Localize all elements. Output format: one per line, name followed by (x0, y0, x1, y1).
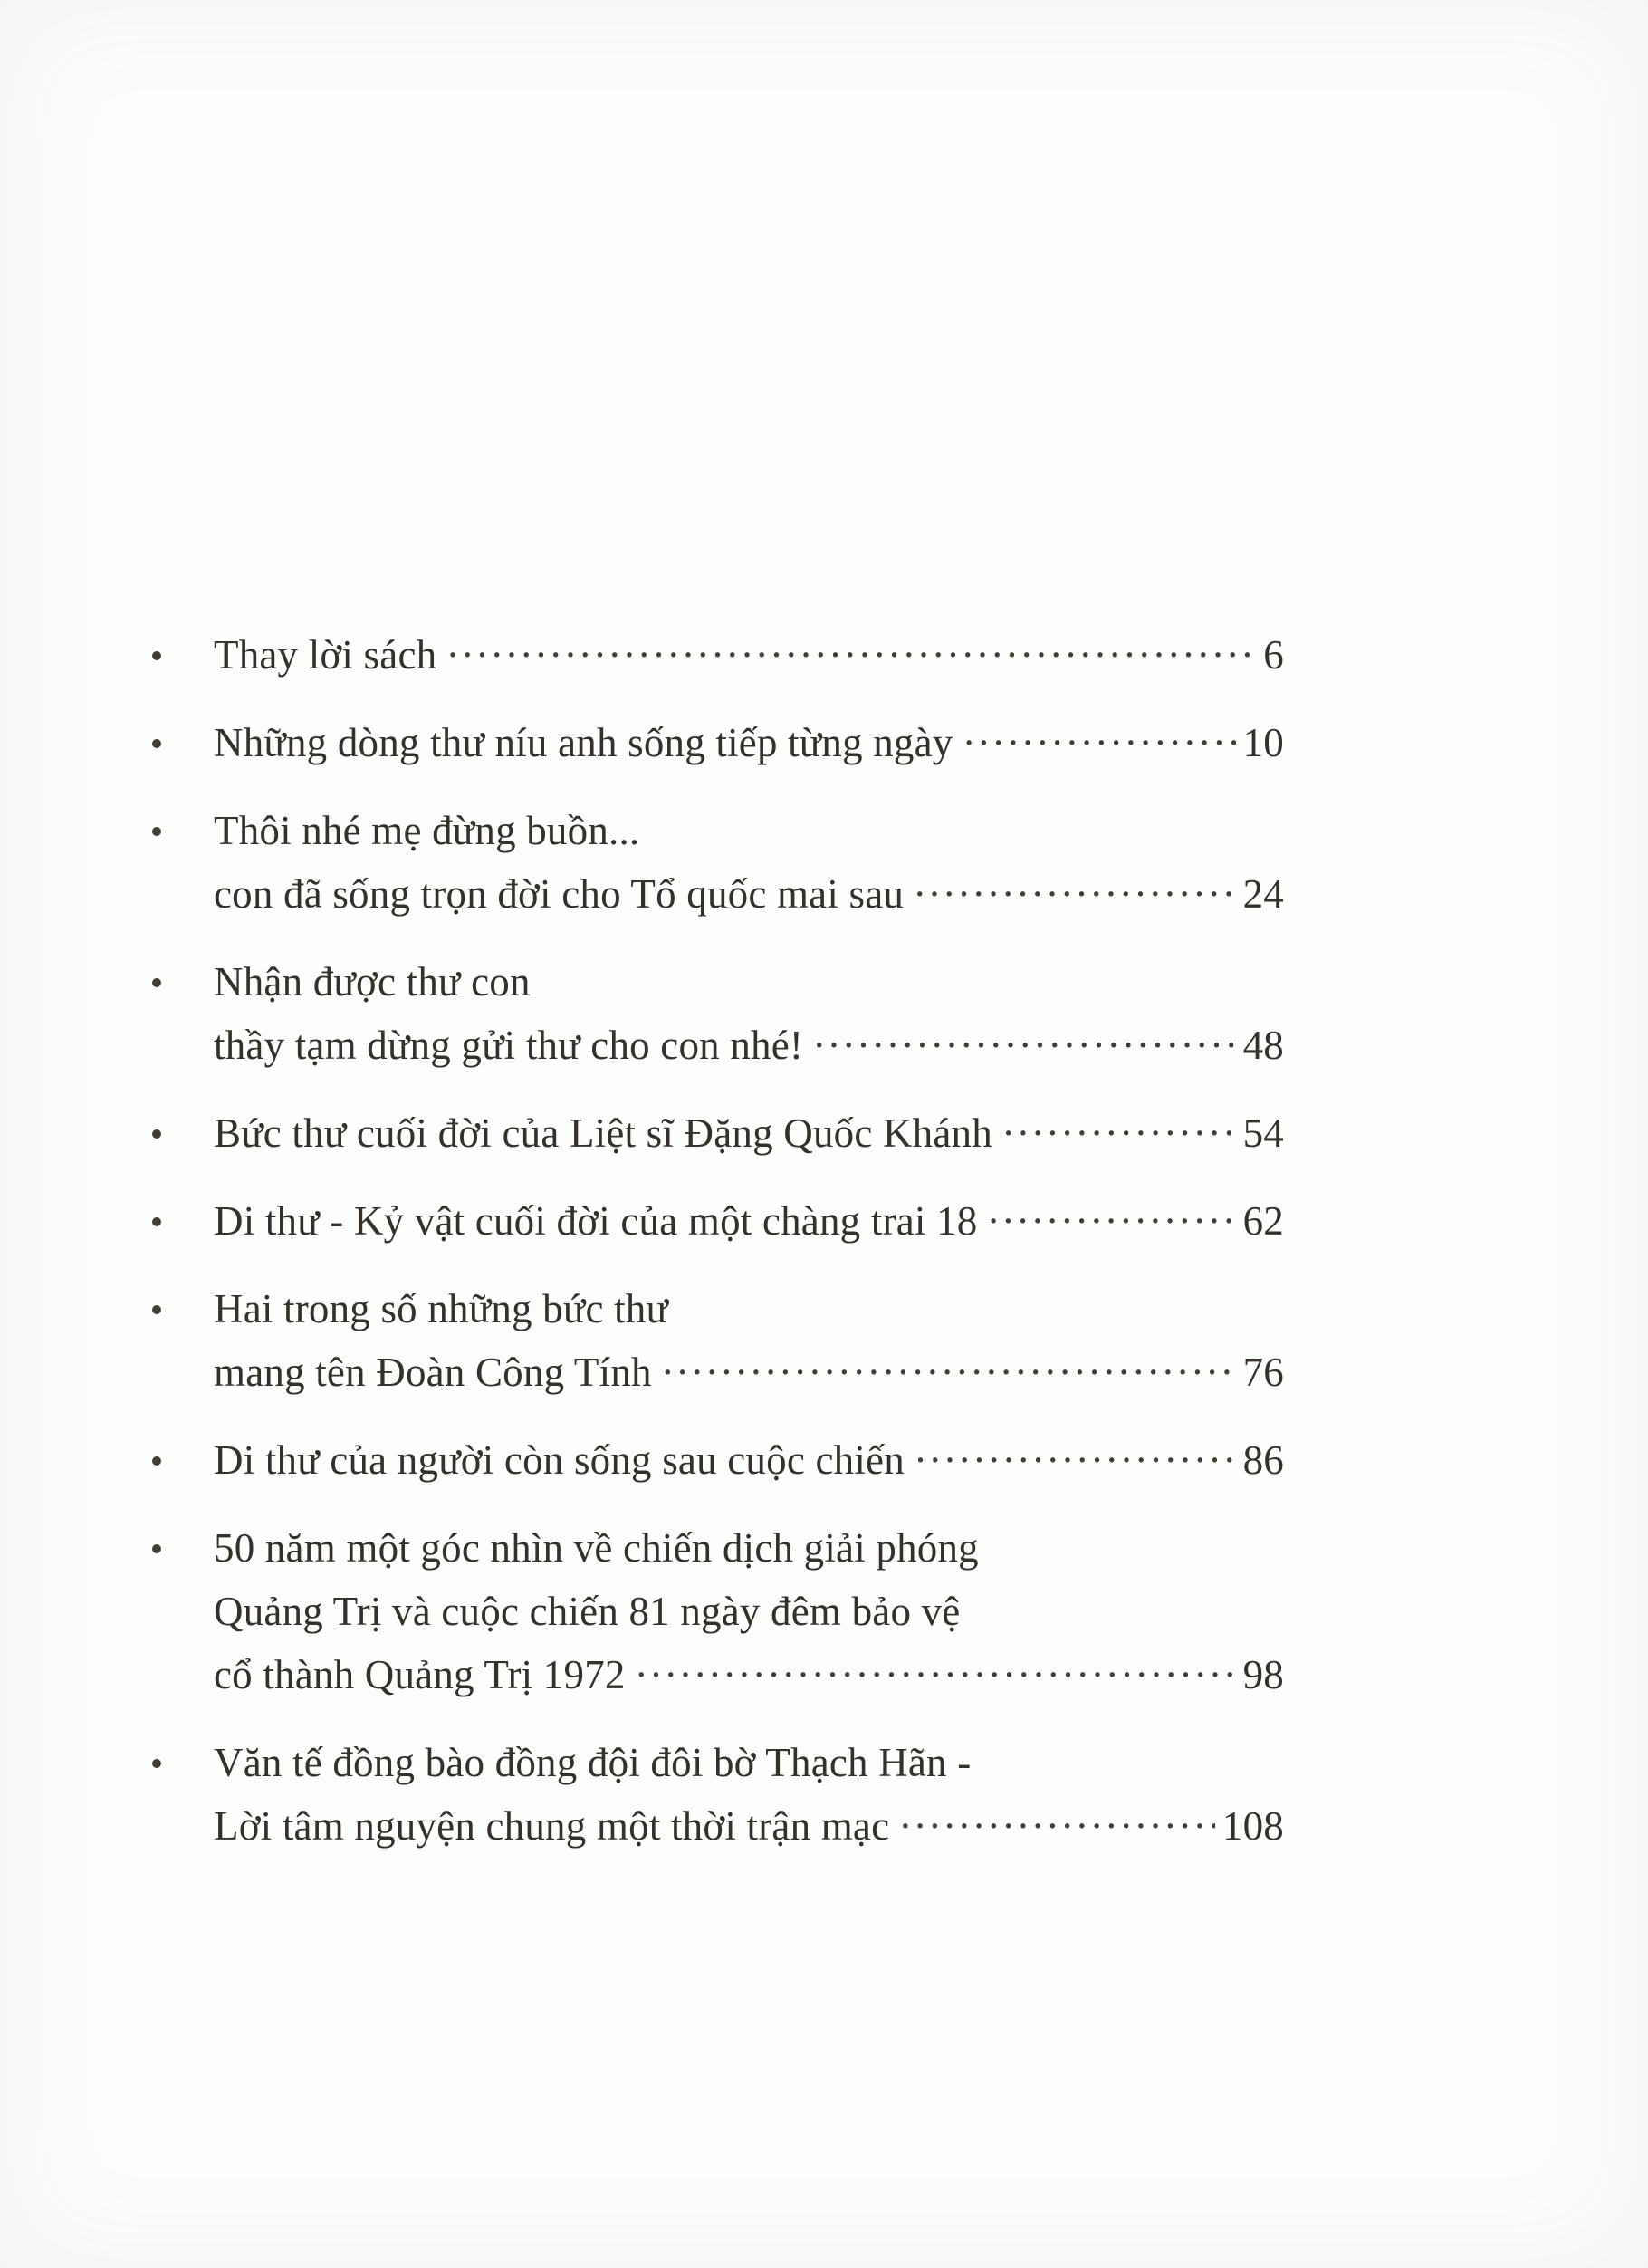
bullet-icon (150, 1189, 214, 1226)
toc-entry-line: Hai trong số những bức thư (214, 1286, 669, 1331)
toc-entry-line: Quảng Trị và cuộc chiến 81 ngày đêm bảo vệ (214, 1589, 961, 1634)
bullet-icon (150, 799, 214, 836)
toc-entry (150, 1428, 1284, 1492)
dot-leader (656, 1341, 1236, 1404)
toc-page-number: 62 (1242, 1198, 1284, 1244)
bullet-icon (150, 1101, 214, 1139)
toc-entry-title: Lời tâm nguyện chung một thời trận mạc (214, 1803, 890, 1849)
toc-entry-line: Nhận được thư con (214, 959, 531, 1004)
toc-page-number: 6 (1263, 632, 1284, 678)
toc-entry (150, 1516, 1284, 1706)
bullet-icon (150, 1516, 214, 1553)
toc-entry-title: Di thư của người còn sống sau cuộc chiến (214, 1437, 905, 1483)
toc-entry (150, 1101, 1284, 1165)
toc-entry-line (214, 1341, 1284, 1404)
dot-leader (908, 1428, 1236, 1492)
dot-leader (981, 1189, 1235, 1253)
toc-entry-line (214, 1189, 1284, 1253)
toc-entry-title: thầy tạm dừng gửi thư cho con nhé! (214, 1023, 804, 1068)
dot-leader (440, 623, 1256, 687)
toc-entry-line (214, 1794, 1284, 1858)
toc-page-number: 48 (1242, 1023, 1284, 1068)
table-of-contents (150, 623, 1284, 1882)
dot-leader (957, 711, 1236, 774)
toc-entry-title: con đã sống trọn đời cho Tổ quốc mai sau (214, 871, 905, 917)
toc-page-number: 98 (1242, 1652, 1284, 1697)
toc-entry-line (214, 1643, 1284, 1706)
toc-entry-line (214, 862, 1284, 926)
toc-page-number: 76 (1242, 1350, 1284, 1395)
toc-entry-title: Bức thư cuối đời của Liệt sĩ Đặng Quốc Khánh (214, 1110, 992, 1156)
toc-entry-line (214, 1014, 1284, 1077)
dot-leader (807, 1014, 1236, 1077)
dot-leader (996, 1101, 1236, 1165)
toc-entry-title: Những dòng thư níu anh sống tiếp từng ngày (214, 720, 953, 765)
dot-leader (907, 862, 1236, 926)
bullet-icon (150, 623, 214, 660)
toc-entry-line (214, 711, 1284, 774)
bullet-icon (150, 1731, 214, 1768)
dot-leader (629, 1643, 1236, 1706)
dot-leader (893, 1794, 1215, 1858)
toc-entry-line (214, 1428, 1284, 1492)
toc-entry (150, 799, 1284, 926)
toc-entry (150, 950, 1284, 1077)
toc-entry (150, 1277, 1284, 1404)
toc-entry-line (214, 1101, 1284, 1165)
toc-entry-title: Di thư - Kỷ vật cuối đời của một chàng trai 18 (214, 1198, 978, 1244)
toc-page-number: 108 (1222, 1803, 1284, 1849)
bullet-icon (150, 1428, 214, 1466)
toc-entry-title: Thay lời sách (214, 632, 437, 678)
toc-entry-title: cổ thành Quảng Trị 1972 (214, 1652, 626, 1697)
toc-entry (150, 711, 1284, 774)
bullet-icon (150, 1277, 214, 1314)
toc-page-number: 24 (1242, 871, 1284, 917)
toc-entry-line: Thôi nhé mẹ đừng buồn... (214, 808, 640, 853)
toc-entry-title: mang tên Đoàn Công Tính (214, 1350, 652, 1395)
toc-entry-line (214, 623, 1284, 687)
toc-entry (150, 1189, 1284, 1253)
toc-entry-line: 50 năm một góc nhìn về chiến dịch giải phóng (214, 1525, 979, 1571)
toc-page-number: 54 (1242, 1110, 1284, 1156)
bullet-icon (150, 711, 214, 748)
toc-entry (150, 1731, 1284, 1858)
toc-entry (150, 623, 1284, 687)
toc-entry-line: Văn tế đồng bào đồng đội đôi bờ Thạch Hãn - (214, 1740, 972, 1785)
toc-page-number: 86 (1242, 1437, 1284, 1483)
toc-page-number: 10 (1242, 720, 1284, 765)
bullet-icon (150, 950, 214, 987)
